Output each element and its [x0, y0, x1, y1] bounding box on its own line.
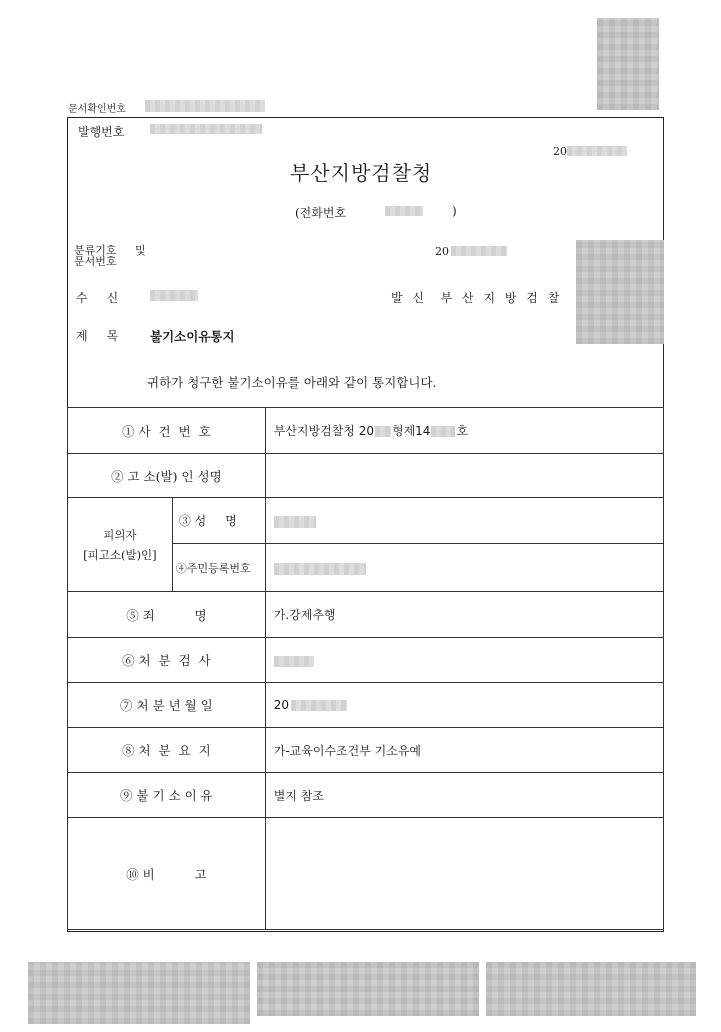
charge-value: 가.강제추행 [265, 592, 663, 638]
redacted-seal-top [597, 18, 659, 110]
subject-value: 불기소이유통지 [150, 329, 235, 344]
prosecutor-value [265, 638, 663, 683]
suspect-group-line2: [피고소(발)인] [83, 547, 157, 562]
case-number-prefix: 부산지방검찰청 20 [273, 424, 374, 438]
reason-label: ⑨ 불 기 소 이 유 [68, 773, 266, 818]
complainant-label: ② 고 소(발) 인 성명 [68, 454, 266, 498]
classification-line2: 문서번호 [74, 255, 117, 268]
table-row [68, 498, 664, 544]
redacted-issue-date [567, 146, 627, 156]
sender-label: 발 신 부 산 지 방 검 찰 [391, 291, 563, 305]
redacted-meta-date [451, 246, 507, 256]
meta-date-prefix: 20 [435, 245, 449, 258]
redacted-disposition-date [291, 700, 347, 711]
case-number-label: ① 사 건 번 호 [68, 408, 266, 454]
redacted-footer-right [486, 962, 696, 1016]
prosecutor-label: ⑥ 처 분 검 사 [68, 638, 266, 683]
redacted-doc-confirm-number [145, 100, 265, 112]
remarks-label: ⑩ 비 고 [68, 818, 266, 930]
redacted-phone [385, 206, 423, 216]
redacted-case-seq [431, 426, 455, 437]
intro-text: 귀하가 청구한 불기소이유를 아래와 같이 통지합니다. [147, 375, 437, 390]
issue-number-label: 발행번호 [78, 125, 125, 139]
redacted-prosecutor [274, 656, 314, 667]
redacted-issue-number [150, 124, 262, 134]
phone-close: ) [452, 204, 457, 218]
redacted-case-year [375, 426, 391, 437]
redacted-footer-left [28, 962, 250, 1024]
notice-table [67, 407, 664, 930]
redacted-suspect-id [274, 563, 366, 575]
redacted-seal-right [576, 240, 664, 344]
recipient-label: 수 신 [76, 291, 119, 305]
suspect-id-value [265, 544, 663, 592]
table-row [68, 638, 664, 683]
suspect-id-label: ④주민등록번호 [172, 544, 265, 592]
table-row [68, 592, 664, 638]
doc-confirm-label: 문서확인번호 [68, 104, 126, 115]
redacted-recipient [150, 290, 198, 301]
reason-value: 별지 참조 [265, 773, 663, 818]
classification-line1: 분류기호 [74, 244, 117, 257]
issue-date-prefix: 20 [553, 145, 567, 158]
redacted-suspect-name [274, 516, 316, 528]
table-row [68, 728, 664, 773]
complainant-value [265, 454, 663, 498]
disposition-summary-value: 가-교육이수조건부 기소유예 [265, 728, 663, 773]
table-row [68, 818, 664, 930]
remarks-value [265, 818, 663, 930]
disposition-date-value [265, 683, 663, 728]
case-number-mid: 형제14 [391, 424, 431, 438]
office-title: 부산지방검찰청 [290, 161, 433, 185]
table-row [68, 454, 664, 498]
redacted-footer-middle [257, 962, 479, 1016]
suspect-name-value [265, 498, 663, 544]
charge-label: ⑤ 죄 명 [68, 592, 266, 638]
disposition-summary-label: ⑧ 처 분 요 지 [68, 728, 266, 773]
disposition-date-prefix: 20 [273, 698, 290, 712]
disposition-date-label: ⑦ 처 분 년 월 일 [68, 683, 266, 728]
table-row [68, 773, 664, 818]
suspect-name-label: ③ 성 명 [172, 498, 265, 544]
suspect-group-line1: 피의자 [103, 527, 137, 542]
table-row [68, 683, 664, 728]
case-number-value [265, 408, 663, 454]
classification-and: 및 [135, 244, 146, 257]
table-row [68, 408, 664, 454]
subject-label: 제 목 [76, 329, 119, 343]
suspect-group-label [68, 498, 173, 592]
phone-label: (전화번호 [295, 206, 347, 220]
case-number-suffix: 호 [456, 424, 469, 438]
